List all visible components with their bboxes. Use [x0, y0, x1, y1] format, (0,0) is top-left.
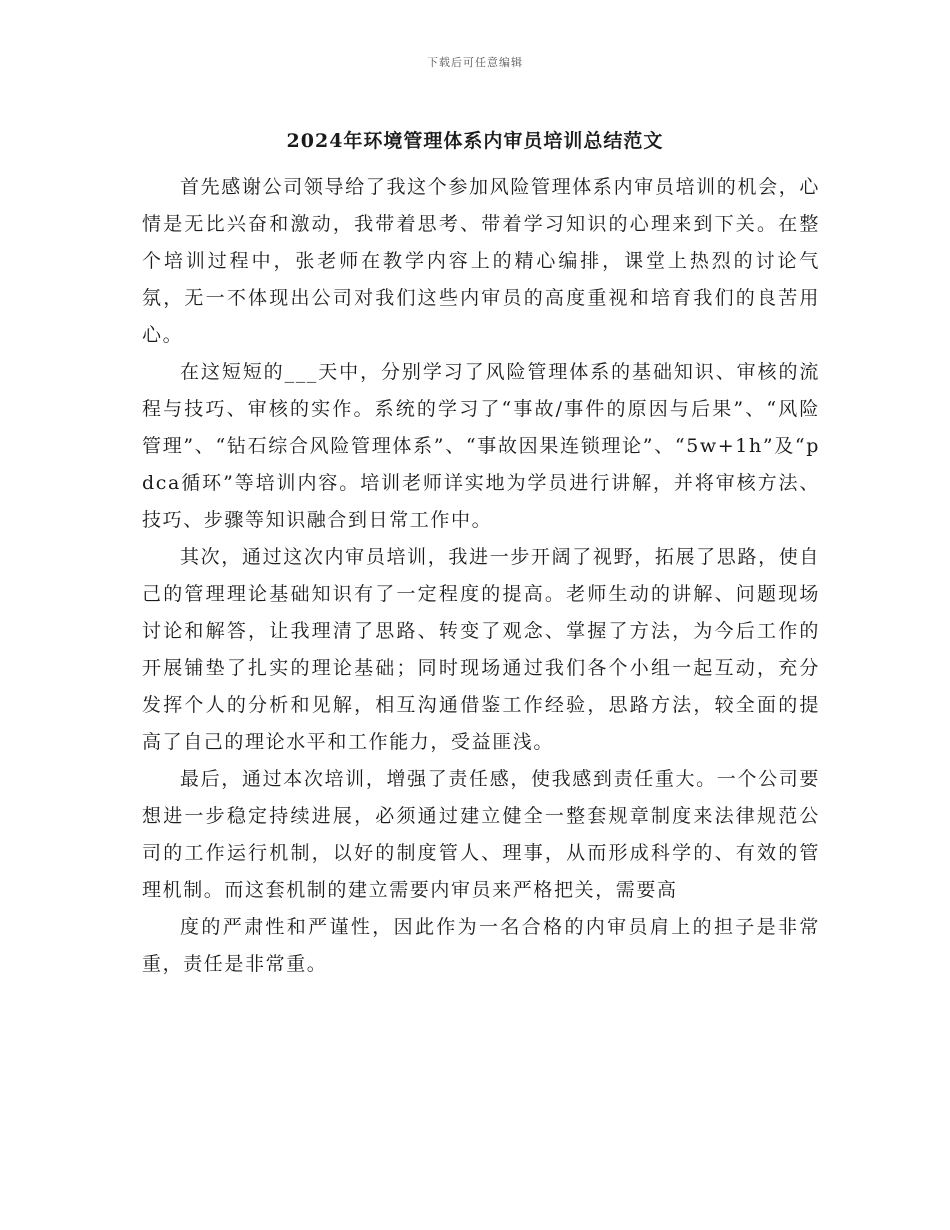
paragraph-intro: 首先感谢公司领导给了我这个参加风险管理体系内审员培训的机会，心情是无比兴奋和激动，我带着思考、带着学习知识的心理来到下关。在整个培训过程中，张老师在教学内容上的精心编排，课堂上热烈的讨论气氛，无一不体现出公司对我们这些内审员的高度重视和培育我们的良苦用心。: [142, 176, 820, 346]
page-header-note: 下载后可任意编辑: [427, 56, 523, 69]
document-body: [142, 169, 820, 983]
paragraph-final: 最后，通过本次培训，增强了责任感，使我感到责任重大。一个公司要想进一步稳定持续进展，必须通过建立健全一整套规章制度来法律规范公司的工作运行机制，以好的制度管人、理事，从而形成科学的、有效的管理机制。而这套机制的建立需要内审员来严格把关，需要高: [142, 768, 820, 901]
paragraph-second: 其次，通过这次内审员培训，我进一步开阔了视野，拓展了思路，使自己的管理理论基础知识有了一定程度的提高。老师生动的讲解、问题现场讨论和解答，让我理清了思路、转变了观念、掌握了方法，为今后工作的开展铺垫了扎实的理论基础；同时现场通过我们各个小组一起互动，充分发挥个人的分析和见解，相互沟通借鉴工作经验，思路方法，较全面的提高了自己的理论水平和工作能力，受益匪浅。: [142, 546, 820, 753]
document-title: 2024年环境管理体系内审员培训总结范文: [286, 130, 664, 152]
paragraph-continuation: 度的严肃性和严谨性，因此作为一名合格的内审员肩上的担子是非常重，责任是非常重。: [142, 916, 820, 975]
paragraph-content: 在这短短的___天中，分别学习了风险管理体系的基础知识、审核的流程与技巧、审核的实作。系统的学习了“事故/事件的原因与后果”、“风险管理”、“钻石综合风险管理体系”、“事故因果连锁理论”、“5w+1h”及“pdca循环”等培训内容。培训老师详实地为学员进行讲解，并将审核方法、技巧、步骤等知识融合到日常工作中。: [142, 361, 820, 531]
